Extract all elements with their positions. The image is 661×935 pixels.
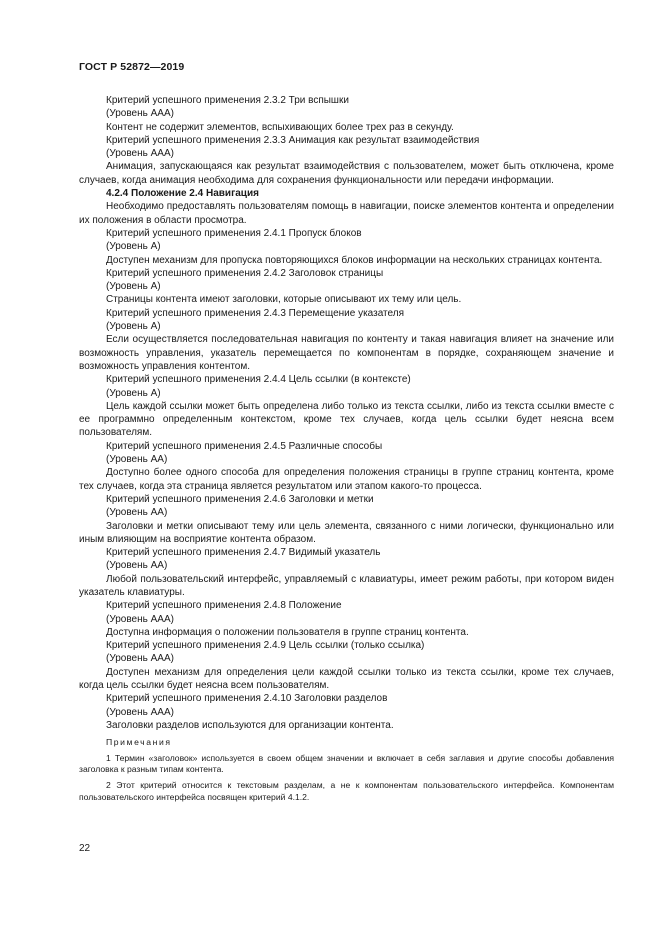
conformance-level: (Уровень АА) (106, 507, 168, 519)
criterion-title: Критерий успешного применения 2.4.7 Видимый указатель (106, 547, 381, 559)
page-number: 22 (79, 843, 91, 854)
note-item: 2 Этот критерий относится к текстовым разделам, а не к компонентам пользовательского интерфейса. Компонентам пользовательского интерфейса посвящен критерий 4.1.2. (79, 780, 614, 802)
criterion-text: Любой пользовательский интерфейс, управляемый с клавиатуры, имеет режим работы, при котором виден указатель клавиатуры. (79, 573, 614, 598)
criterion-title: Критерий успешного применения 2.4.6 Заголовки и метки (106, 493, 374, 505)
criterion-title: Критерий успешного применения 2.3.3 Анимация как результат взаимодействия (106, 134, 480, 146)
criterion-text: Заголовки и метки описывают тему или цель элемента, связанного с ними логически, функционально или иным влияющим на восприятие контента образом. (79, 520, 614, 545)
section-intro: Необходимо предоставлять пользователям помощь в навигации, поиске элементов контента и определении их положения в области просмотра. (79, 201, 614, 226)
criterion-text: Страницы контента имеют заголовки, которые описывают их тему или цель. (106, 294, 462, 306)
conformance-level: (Уровень ААА) (106, 706, 174, 718)
notes-section (79, 737, 614, 803)
conformance-level: (Уровень ААА) (106, 108, 174, 120)
standard-header: ГОСТ Р 52872—2019 (79, 61, 185, 73)
conformance-level: (Уровень ААА) (106, 653, 174, 665)
note-item: 1 Термин «заголовок» используется в своем общем значении и включает в себя заглавия и другие способы добавления заголовка к разным типам контента. (79, 752, 614, 775)
criterion-title: Критерий успешного применения 2.3.2 Три вспышки (106, 95, 349, 106)
criterion-title: Критерий успешного применения 2.4.1 Пропуск блоков (106, 227, 362, 239)
criterion-title: Критерий успешного применения 2.4.2 Заголовок страницы (106, 267, 384, 279)
criterion-text: Если осуществляется последовательная навигация по контенту и такая навигация влияет на значение или возможность управления, указатель перемещается по компонентам в порядке, сохраняющем значение и возможность управления контентом. (79, 334, 614, 372)
conformance-level: (Уровень АА) (106, 560, 168, 572)
criterion-title: Критерий успешного применения 2.4.8 Положение (106, 600, 342, 612)
criterion-title: Критерий успешного применения 2.4.10 Заголовки разделов (106, 693, 388, 705)
criterion-title: Критерий успешного применения 2.4.4 Цель ссылки (в контексте) (106, 374, 411, 386)
criterion-title: Критерий успешного применения 2.4.3 Перемещение указателя (106, 307, 405, 319)
notes-title: Примечания (106, 737, 172, 748)
section-heading: 4.2.4 Положение 2.4 Навигация (106, 188, 259, 200)
criterion-title: Критерий успешного применения 2.4.9 Цель ссылки (только ссылка) (106, 640, 425, 652)
conformance-level: (Уровень ААА) (106, 148, 174, 160)
conformance-level: (Уровень ААА) (106, 613, 174, 625)
criterion-text: Доступен механизм для определения цели каждой ссылки только из текста ссылки, кроме тех случаев, когда цель ссылки будет неясна всем пользователям. (79, 666, 614, 692)
conformance-level: (Уровень АА) (106, 454, 168, 466)
conformance-level: (Уровень А) (106, 321, 161, 333)
criterion-text: Доступно более одного способа для определения положения страницы в группе страниц контента, кроме тех случаев, когда эта страница является результатом или этапом какого-то процесса. (79, 467, 614, 492)
conformance-level: (Уровень А) (106, 281, 161, 293)
body-text (79, 94, 614, 807)
criterion-text: Контент не содержит элементов, вспыхивающих более трех раз в секунду. (106, 121, 454, 133)
criterion-text: Цель каждой ссылки может быть определена либо только из текста ссылки, либо из текста ссылки вместе с ее программно определенным контекстом, кроме тех случаев, когда цель ссылки будет неясна всем пользователям. (79, 400, 614, 439)
conformance-level: (Уровень А) (106, 241, 161, 253)
criterion-title: Критерий успешного применения 2.4.5 Различные способы (106, 440, 383, 452)
criterion-text: Анимация, запускающаяся как результат взаимодействия с пользователем, может быть отключена, кроме случаев, когда анимация необходима для сохранения функциональности или передачи информации. (79, 161, 614, 186)
criterion-text: Заголовки разделов используются для организации контента. (106, 719, 394, 731)
conformance-level: (Уровень А) (106, 387, 161, 399)
criterion-text: Доступна информация о положении пользователя в группе страниц контента. (106, 626, 469, 638)
criterion-text: Доступен механизм для пропуска повторяющихся блоков информации на нескольких страницах контента. (106, 254, 603, 266)
